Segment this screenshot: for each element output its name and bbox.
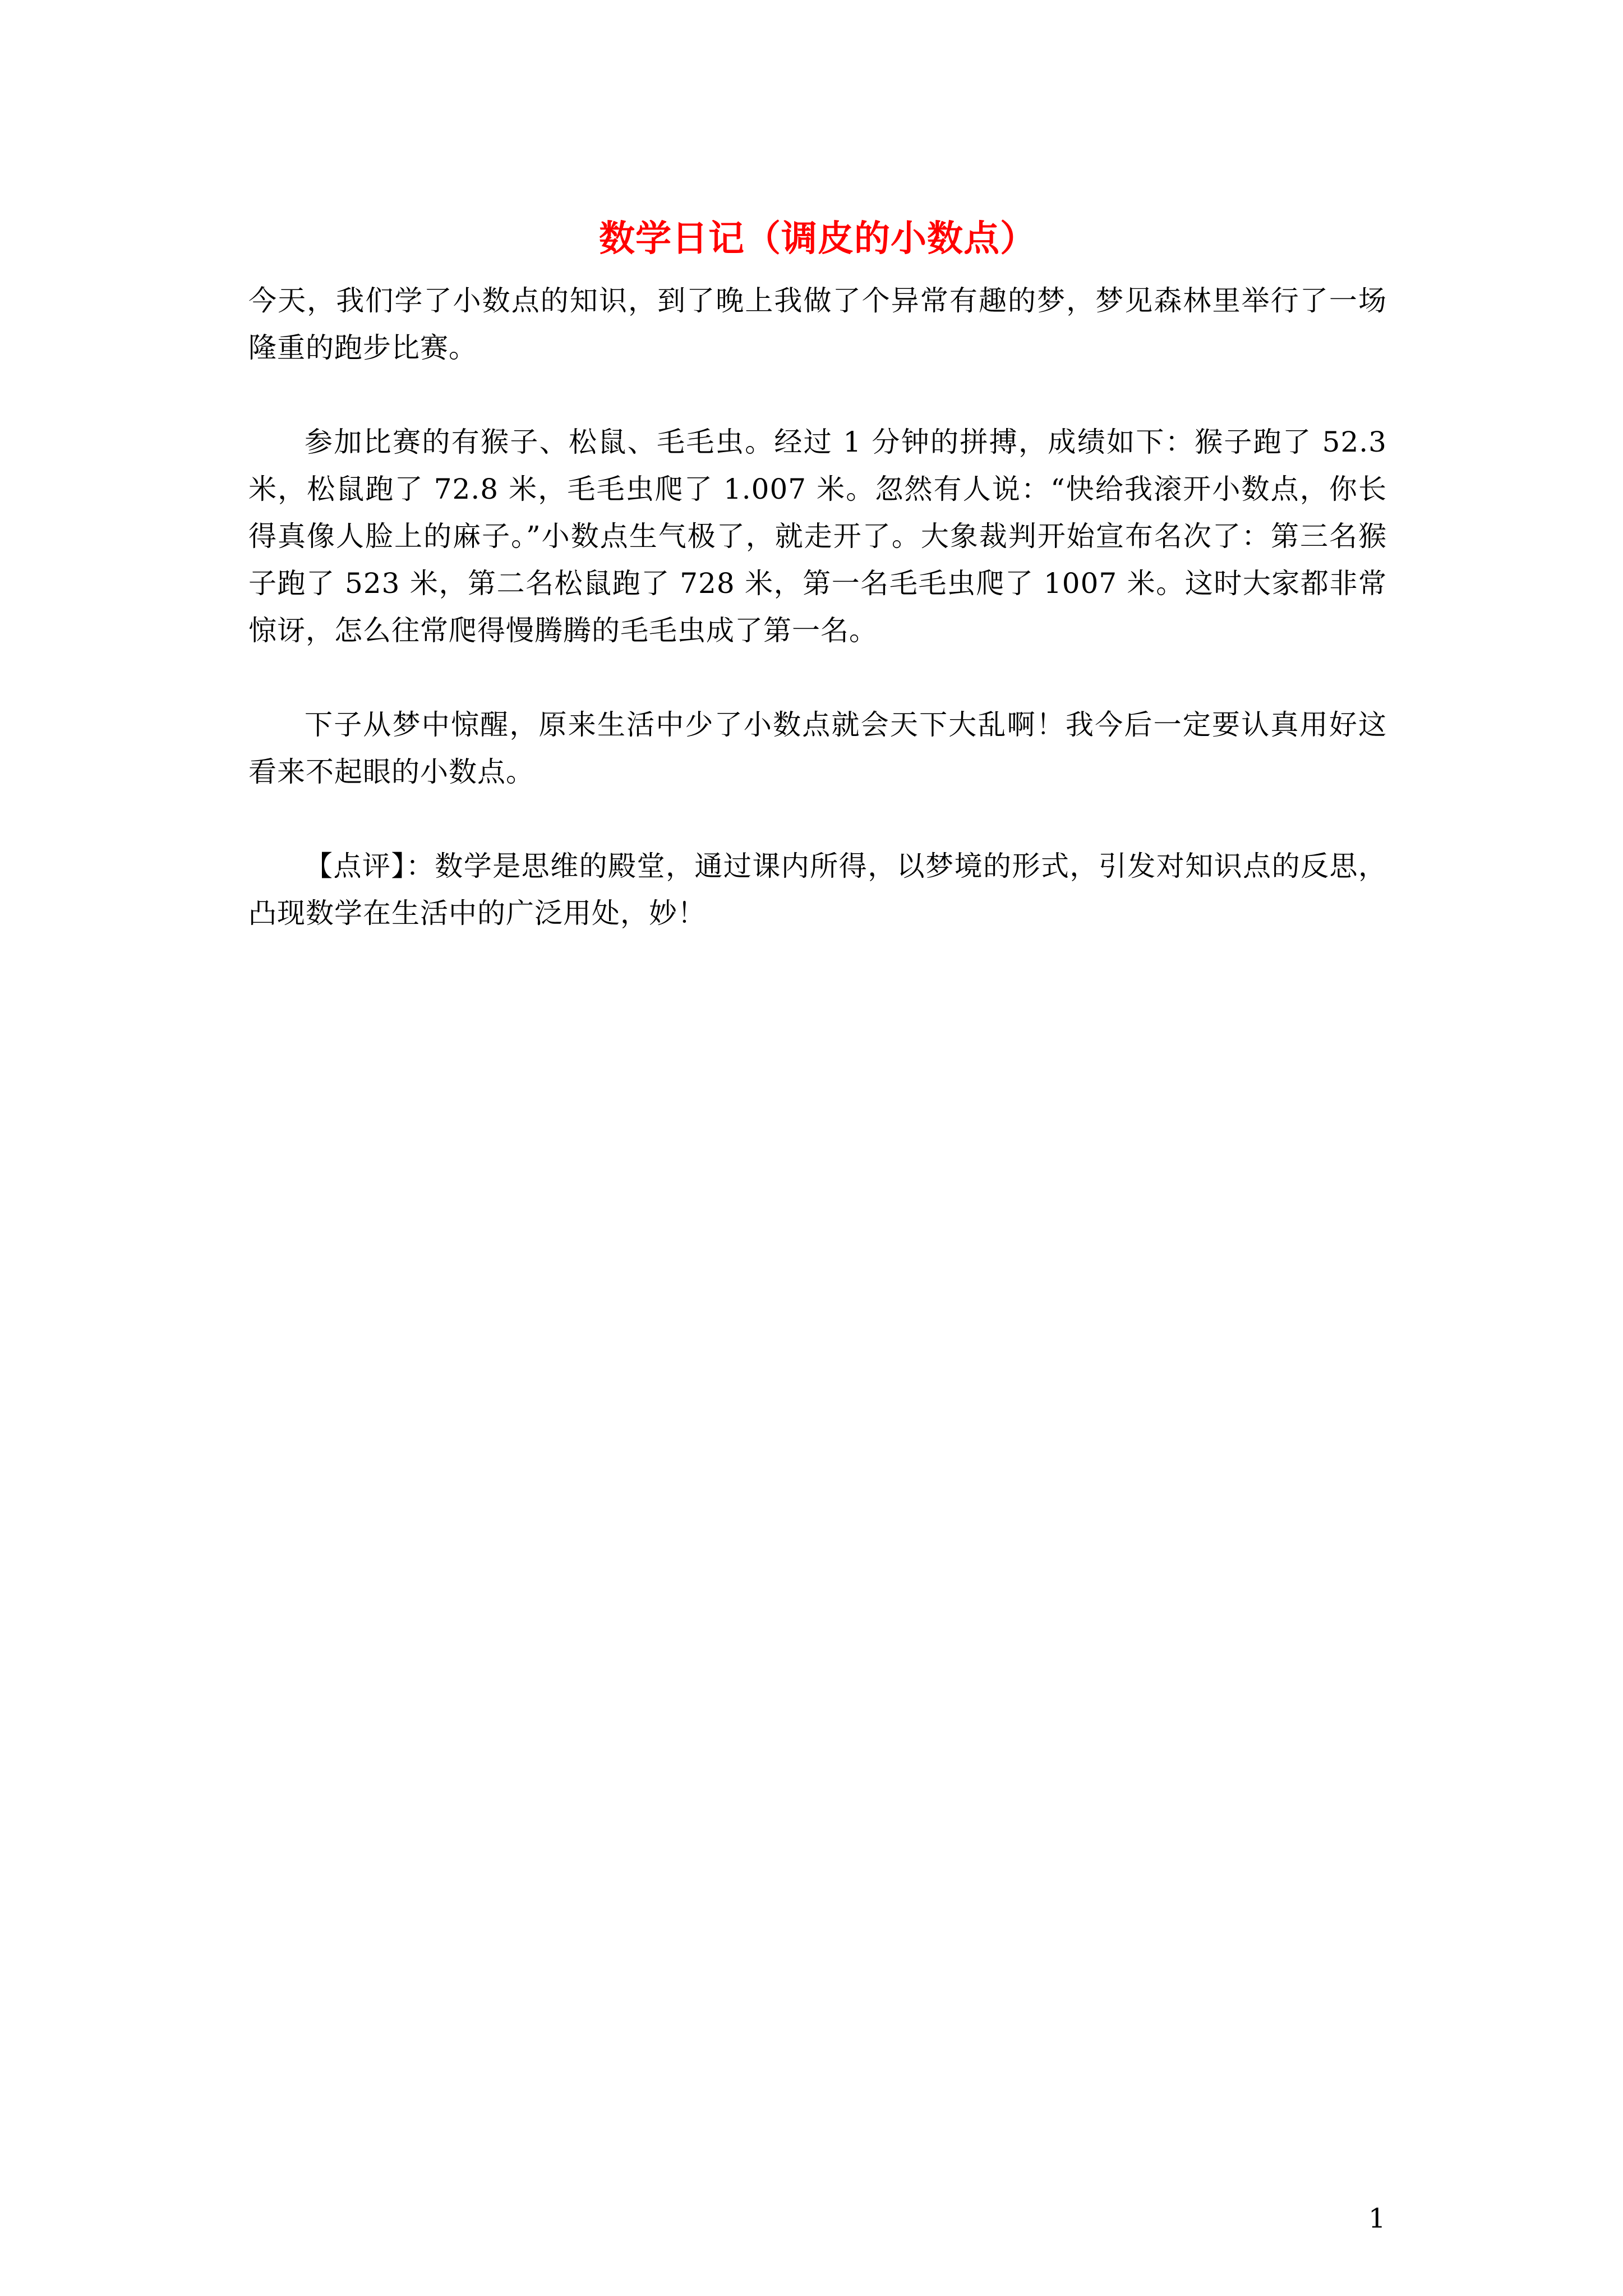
document-body: [248, 212, 1387, 984]
paragraph-intro: 今天，我们学了小数点的知识，到了晚上我做了个异常有趣的梦，梦见森林里举行了一场隆重的跑步比赛。: [248, 284, 1387, 364]
paragraph-race: 参加比赛的有猴子、松鼠、毛毛虫。经过 1 分钟的拼搏，成绩如下：猴子跑了 52.3 米，松鼠跑了 72.8 米，毛毛虫爬了 1.007 米。忽然有人说：“快给我滚开小数点，你长得真像人脸上的麻子。”小数点生气极了，就走开了。大象裁判开始宣布名次了：第三名猴子跑了 523 米，第二名松鼠跑了 728 米，第一名毛毛虫爬了 1007 米。这时大家都非常惊讶，怎么往常爬得慢腾腾的毛毛虫成了第一名。: [248, 426, 1387, 647]
paragraph-comment: 【点评】：数学是思维的殿堂，通过课内所得，以梦境的形式，引发对知识点的反思，凸现数学在生活中的广泛用处，妙！: [248, 850, 1387, 930]
page-number: 1: [1368, 2203, 1386, 2234]
paragraph-wake: 下子从梦中惊醒，原来生活中少了小数点就会天下大乱啊！我今后一定要认真用好这看来不起眼的小数点。: [248, 708, 1387, 788]
document-title: 数学日记（调皮的小数点）: [599, 218, 1036, 260]
